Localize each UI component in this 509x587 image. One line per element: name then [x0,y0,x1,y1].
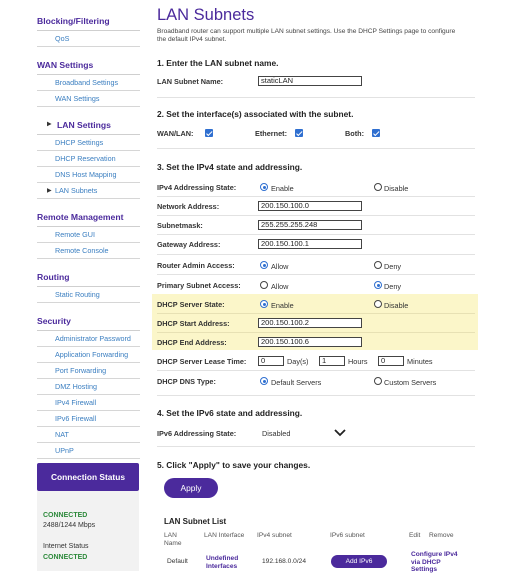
page-description: Broadband router can support multiple LAN subnet settings. Use the DHCP Settings page to configure the default IPv4 subnet. [157,28,456,43]
step4-heading: 4. Set the IPv6 state and addressing. [157,408,303,418]
wan-lan-label: WAN/LAN: [157,129,194,138]
primary-deny-label: Deny [384,282,402,291]
router-admin-allow-radio[interactable] [260,261,268,269]
sidebar-group-remote-management[interactable]: Remote Management [37,208,140,227]
lease-hours-input[interactable]: 1 [319,356,345,366]
ipv6-state-label: IPv6 Addressing State: [157,429,237,438]
dns-custom-label: Custom Servers [384,378,437,387]
table-header-lan-interface: LAN Interface [204,532,245,539]
sidebar-group-label: LAN Settings [57,120,111,130]
dhcp-disable-radio[interactable] [374,300,382,308]
sidebar-item-dhcp-reservation[interactable]: DHCP Reservation [37,151,140,167]
page-title: LAN Subnets [157,6,255,24]
ethernet-checkbox[interactable] [295,129,303,137]
lan-subnet-name-label: LAN Subnet Name: [157,77,224,86]
lan-subnet-list-title: LAN Subnet List [164,517,227,526]
lease-days-input[interactable]: 0 [258,356,284,366]
gateway-address-input[interactable]: 200.150.100.1 [258,239,362,249]
dns-custom-radio[interactable] [374,377,382,385]
network-address-input[interactable]: 200.150.100.0 [258,201,362,211]
internet-status-text: CONNECTED [43,554,88,561]
dhcp-end-input[interactable]: 200.150.100.6 [258,337,362,347]
table-header-ipv4-subnet: IPv4 subnet [257,532,292,539]
divider [157,332,475,333]
sidebar-group-routing[interactable]: Routing [37,268,140,287]
router-admin-deny-label: Deny [384,262,402,271]
sidebar-item-nat[interactable]: NAT [37,427,140,443]
ipv4-disable-label: Disable [384,184,409,193]
lan-subnet-name-input[interactable]: staticLAN [258,76,362,86]
add-ipv6-button[interactable]: Add IPv6 [331,555,387,568]
sidebar-nav [37,12,140,459]
sidebar-item-dhcp-settings[interactable]: DHCP Settings [37,135,140,151]
ethernet-label: Ethernet: [255,129,288,138]
table-cell-ipv4-subnet: 192.168.0.0/24 [262,558,306,565]
dhcp-server-state-label: DHCP Server State: [157,300,225,309]
chevron-down-icon[interactable] [334,428,346,438]
sidebar-item-wan-settings[interactable]: WAN Settings [37,91,140,107]
divider [157,446,475,447]
ipv4-enable-label: Enable [271,184,294,193]
both-label: Both: [345,129,365,138]
step5-heading: 5. Click "Apply" to save your changes. [157,460,311,470]
sidebar-item-lan-subnets[interactable] [37,183,140,199]
primary-deny-radio[interactable] [374,281,382,289]
divider [157,313,475,314]
sidebar-item-remote-gui[interactable]: Remote GUI [37,227,140,243]
step3-heading: 3. Set the IPv4 state and addressing. [157,162,303,172]
dns-default-label: Default Servers [271,378,322,387]
ipv4-enable-radio[interactable] [260,183,268,191]
connection-status-text: CONNECTED [43,512,88,519]
sidebar [0,0,148,587]
apply-button[interactable]: Apply [164,478,218,498]
table-header-lan-name: LAN Name [164,532,182,547]
router-admin-deny-radio[interactable] [374,261,382,269]
lease-minutes-input[interactable]: 0 [378,356,404,366]
primary-subnet-access-label: Primary Subnet Access: [157,281,241,290]
connection-status-button[interactable]: Connection Status [37,463,139,491]
dhcp-enable-radio[interactable] [260,300,268,308]
dhcp-disable-label: Disable [384,301,409,310]
sidebar-group-blocking-filtering[interactable]: Blocking/Filtering [37,12,140,31]
divider [157,234,475,235]
dns-type-label: DHCP DNS Type: [157,377,216,386]
sidebar-group-wan-settings[interactable]: WAN Settings [37,56,140,75]
sidebar-item-qos[interactable]: QoS [37,31,140,47]
router-admin-access-label: Router Admin Access: [157,261,235,270]
sidebar-group-security[interactable]: Security [37,312,140,331]
dhcp-start-label: DHCP Start Address: [157,319,230,328]
divider [157,97,475,98]
table-header-ipv6-subnet: IPv6 subnet [330,532,365,539]
sidebar-item-upnp[interactable]: UPnP [37,443,140,459]
both-checkbox[interactable] [372,129,380,137]
ipv4-state-label: IPv4 Addressing State: [157,183,237,192]
sidebar-item-ipv4-firewall[interactable]: IPv4 Firewall [37,395,140,411]
network-address-label: Network Address: [157,202,220,211]
sidebar-item-remote-console[interactable]: Remote Console [37,243,140,259]
internet-status-label: Internet Status [43,543,89,550]
primary-allow-radio[interactable] [260,281,268,289]
divider [157,196,475,197]
sidebar-group-lan-settings[interactable] [37,116,140,135]
bullet-icon: ▶ [47,187,52,194]
connection-rate: 2488/1244 Mbps [43,522,96,529]
sidebar-item-broadband-settings[interactable]: Broadband Settings [37,75,140,91]
sidebar-item-administrator-password[interactable]: Administrator Password [37,331,140,347]
lease-time-label: DHCP Server Lease Time: [157,357,247,366]
table-cell-lan-name: Default [167,558,188,565]
bullet-icon: ▶ [47,121,52,128]
sidebar-item-ipv6-firewall[interactable]: IPv6 Firewall [37,411,140,427]
divider [157,274,475,275]
divider [157,395,475,396]
gateway-address-label: Gateway Address: [157,240,221,249]
divider [157,370,475,371]
divider [157,215,475,216]
divider [157,148,475,149]
lease-days-label: Day(s) [287,357,309,366]
ipv6-state-select[interactable]: Disabled [262,429,291,438]
table-header-edit: Edit [409,532,421,539]
sidebar-item-application-forwarding[interactable]: Application Forwarding [37,347,140,363]
configure-ipv4-link[interactable]: Configure IPv4 via DHCP Settings [411,551,458,573]
wan-lan-checkbox[interactable] [205,129,213,137]
sidebar-item-dmz-hosting[interactable]: DMZ Hosting [37,379,140,395]
router-admin-allow-label: Allow [271,262,289,271]
subnetmask-input[interactable]: 255.255.255.248 [258,220,362,230]
lease-hours-label: Hours [348,357,368,366]
divider [157,254,475,255]
sidebar-item-static-routing[interactable]: Static Routing [37,287,140,303]
sidebar-item-port-forwarding[interactable]: Port Forwarding [37,363,140,379]
step1-heading: 1. Enter the LAN subnet name. [157,58,279,68]
subnetmask-label: Subnetmask: [157,221,203,230]
table-cell-lan-interface: Undefined Interfaces [206,555,239,570]
primary-allow-label: Allow [271,282,289,291]
sidebar-item-label: LAN Subnets [55,186,98,195]
step2-heading: 2. Set the interface(s) associated with the subnet. [157,109,354,119]
sidebar-item-dns-host-mapping[interactable]: DNS Host Mapping [37,167,140,183]
dhcp-end-label: DHCP End Address: [157,338,227,347]
lease-minutes-label: Minutes [407,357,433,366]
dhcp-enable-label: Enable [271,301,294,310]
ipv4-disable-radio[interactable] [374,183,382,191]
table-header-remove: Remove [429,532,454,539]
dns-default-radio[interactable] [260,377,268,385]
dhcp-start-input[interactable]: 200.150.100.2 [258,318,362,328]
